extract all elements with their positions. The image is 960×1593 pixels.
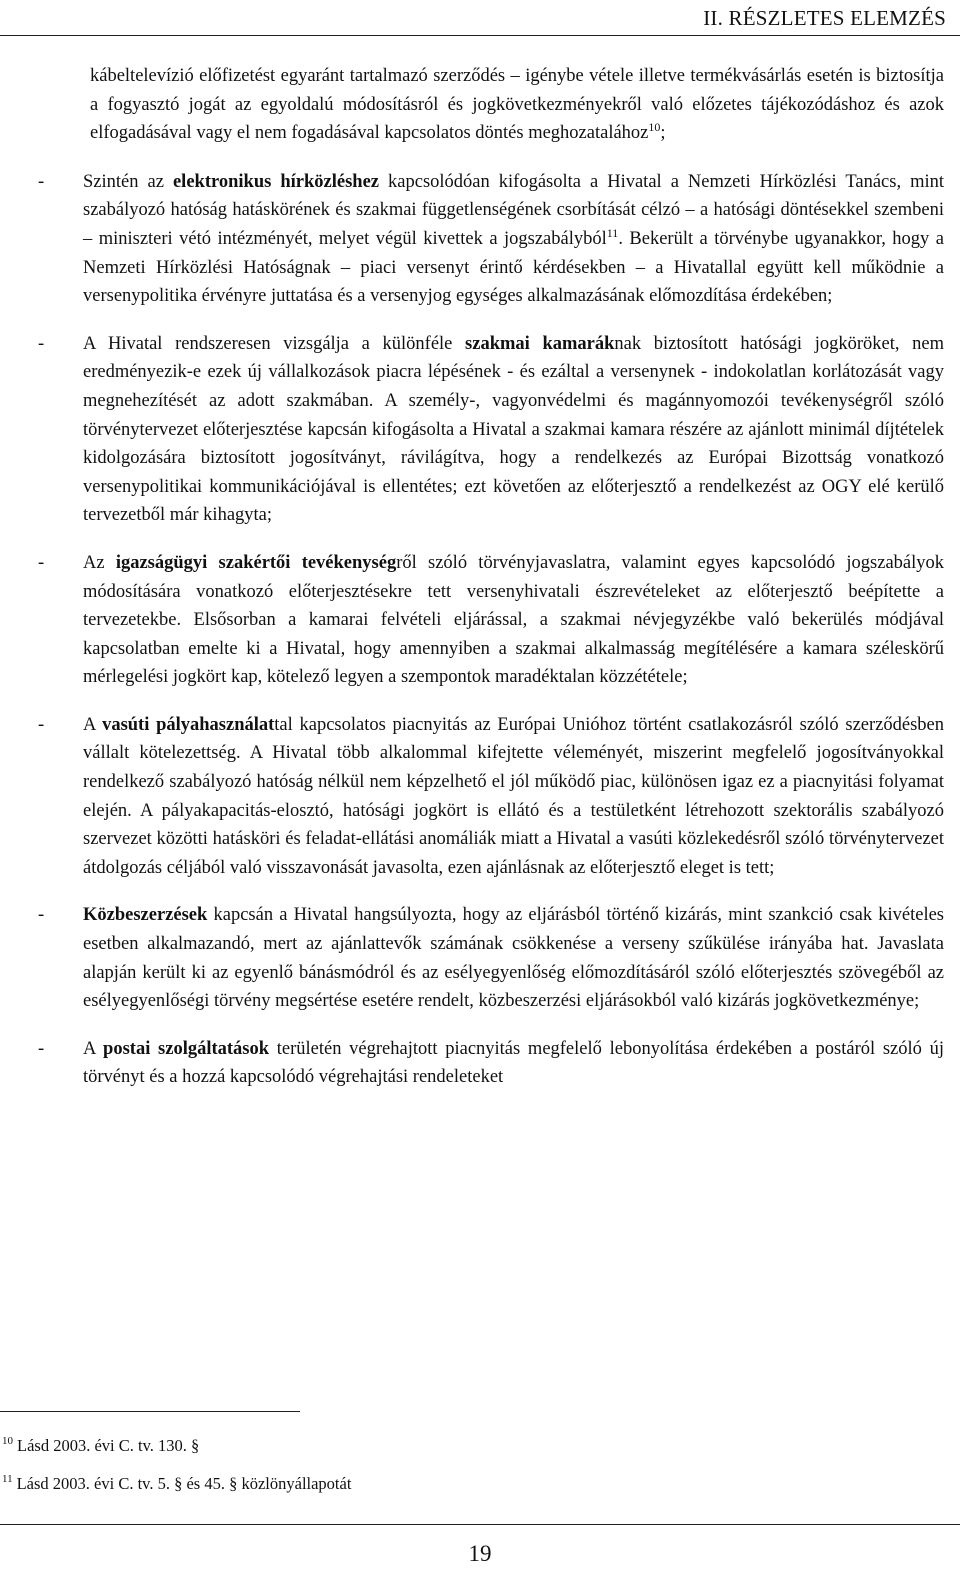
text-run: Szintén az <box>83 171 173 192</box>
bullet-item <box>38 168 944 311</box>
text-run: nak biztosított hatósági jogköröket, nem eredményezik-e ezek új vállalkozások piacra lépésének - és ezáltal a versenynek - indokolatlan korlátozását vagy megnehezítését az adott szakmában. A személy-, vagyonvédelmi és magánnyomozói tevékenységről szóló törvénytervezet előterjesztése kapcsán kifogásolta a Hivatal a szakmai kamara részére az ajánlott minimál díjtételek kidolgozására biztosított jogosítványt, rávilágítva, hogy a rendelkezés az Európai Bizottság vonatkozó versenypolitikai kommunikációjával is ellentétes; ezt követően az előterjesztő a rendelkezést az OGY elé kerülő tervezetből már kihagyta; <box>83 333 944 526</box>
bullet-text <box>83 330 944 530</box>
bullet-text <box>83 1035 944 1092</box>
bullet-item <box>38 549 944 692</box>
bold-term: elektronikus hírközléshez <box>172 171 379 192</box>
bullet-marker: - <box>38 171 45 192</box>
bullet-marker: - <box>38 552 45 573</box>
bullet-marker: - <box>38 333 45 354</box>
text-run: területén végrehajtott piacnyitás megfelelő lebonyolítása érdekében a postáról szóló új törvényt és a hozzá kapcsolódó végrehajtási rendeleteket <box>83 1038 944 1088</box>
bullet-item <box>38 1035 944 1092</box>
bullet-item <box>38 330 944 530</box>
bold-term: vasúti pályahasználat <box>102 714 275 735</box>
text-run: A <box>83 714 103 735</box>
bold-term: Közbeszerzések <box>83 905 208 926</box>
text-run: A Hivatal rendszeresen vizsgálja a különféle <box>83 333 466 354</box>
text-run: kapcsolódóan kifogásolta a Hivatal a Nemzeti Hírközlési Tanács, mint szabályozó hatóság hatáskörének és szakmai függetlenségének csorbítását célzó – a hatósági döntésekkel szembeni – miniszteri vétó intézményét, melyet végül kivettek a jogszabályból <box>83 171 945 249</box>
document-body <box>38 62 944 1111</box>
footnote-number: 11 <box>2 1473 13 1485</box>
footer-divider <box>0 1524 960 1525</box>
footnote-11 <box>2 1473 351 1495</box>
bold-term: szakmai kamarák <box>465 333 615 354</box>
text-run: tal kapcsolatos piacnyitás az Európai Unióhoz történt csatlakozásról szóló szerződésben vállalt kötelezettség. A Hivatal több alkalommal kifejtette véleményét, miszerint megfelelő jogosítványokkal rendelkező szabályozó hatóság nélkül nem képzelhető el jól működő piac, különösen igaz ez a piacnyitási folyamat elején. A pályakapacitás-elosztó, hatósági jogkört is ellátó és a testületként létrehozott szektorális szabályozó szervezet közötti hatásköri és feladat-ellátási anomáliák miatt a Hivatal a vasúti közlekedésről szóló törvénytervezet átdolgozás céljából való visszavonását javasolta, ezen ajánlásnak az előterjesztő eleget is tett; <box>83 714 944 878</box>
bold-term: postai szolgáltatások <box>103 1038 270 1059</box>
intro-paragraph <box>90 62 944 148</box>
bullet-text <box>83 901 944 1015</box>
bullet-marker: - <box>38 714 45 735</box>
page-number: 19 <box>468 1541 492 1566</box>
bullet-item <box>38 711 944 883</box>
bullet-text <box>83 168 944 311</box>
intro-text: kábeltelevízió előfizetést egyaránt tartalmazó szerződés – igénybe vétele illetve termékvásárlás esetén is biztosítja a fogyasztó jogát az egyoldalú módosításról és jogkövetkezményekről való előzetes tájékozódáshoz és azok elfogadásával vagy el nem fogadásával kapcsolatos döntés meghozatalához <box>90 66 944 144</box>
page-header-title: II. RÉSZLETES ELEMZÉS <box>703 6 946 30</box>
footnote-ref[interactable]: 11 <box>606 225 619 240</box>
footnote-ref-10[interactable]: 10 <box>648 120 661 135</box>
footnote-10 <box>2 1435 199 1457</box>
header-divider <box>0 35 960 36</box>
bullet-text <box>83 549 944 692</box>
text-run: ről szóló törvényjavaslatra, valamint egyes kapcsolódó jogszabályok módosítására vonatkozó előterjesztésekre tett versenyhivatali észrevételeket az előterjesztő beépítette a tervezetekbe. Elsősorban a kamarai felvételi eljárással, a szakmai névjegyzékbe való bekerülés módjával kapcsolatban emelte ki a Hivatal, hogy amennyiben a szakmai alkalmasság megítélésére a kamara széleskörű mérlegelési jogkört kap, kötelező legyen a szempontok maradéktalan közzététele; <box>83 552 945 688</box>
footnote-number: 10 <box>2 1435 13 1447</box>
text-run: . Bekerült a törvénybe ugyanakkor, hogy a Nemzeti Hírközlési Hatóságnak – piaci versenyt érintő kérdésekben – a Hivatallal együtt kell működnie a versenypolitika érvényre juttatása és a versenyjog egységes alkalmazásának előmozdítása érdekében; <box>83 228 944 307</box>
footnote-text: Lásd 2003. évi C. tv. 5. § és 45. § közlönyállapotát <box>16 1474 352 1493</box>
bullet-marker: - <box>38 905 45 926</box>
footnote-text: Lásd 2003. évi C. tv. 130. § <box>17 1436 200 1455</box>
bullet-marker: - <box>38 1038 45 1059</box>
bullet-list <box>38 168 944 1092</box>
text-run: A <box>83 1038 104 1059</box>
intro-tail: ; <box>660 123 666 144</box>
bold-term: igazságügyi szakértői tevékenység <box>115 552 397 573</box>
footnote-divider <box>0 1411 300 1412</box>
text-run: kapcsán a Hivatal hangsúlyozta, hogy az eljárásból történő kizárás, mint szankció csak kivételes esetben alkalmazandó, mert az ajánlattevők számának csökkenése a verseny szűkülése irányába hat. Javaslata alapján került ki az egyenlő bánásmódról és az esélyegyenlőség előmozdításáról szóló előterjesztés szövegéből az esélyegyenlőségi törvény megsértése esetére rendelt, közbeszerzési eljárásokból való kizárás jogkövetkezménye; <box>83 905 944 1012</box>
text-run: Az <box>83 552 116 573</box>
bullet-text <box>83 711 944 883</box>
bullet-item <box>38 901 944 1015</box>
